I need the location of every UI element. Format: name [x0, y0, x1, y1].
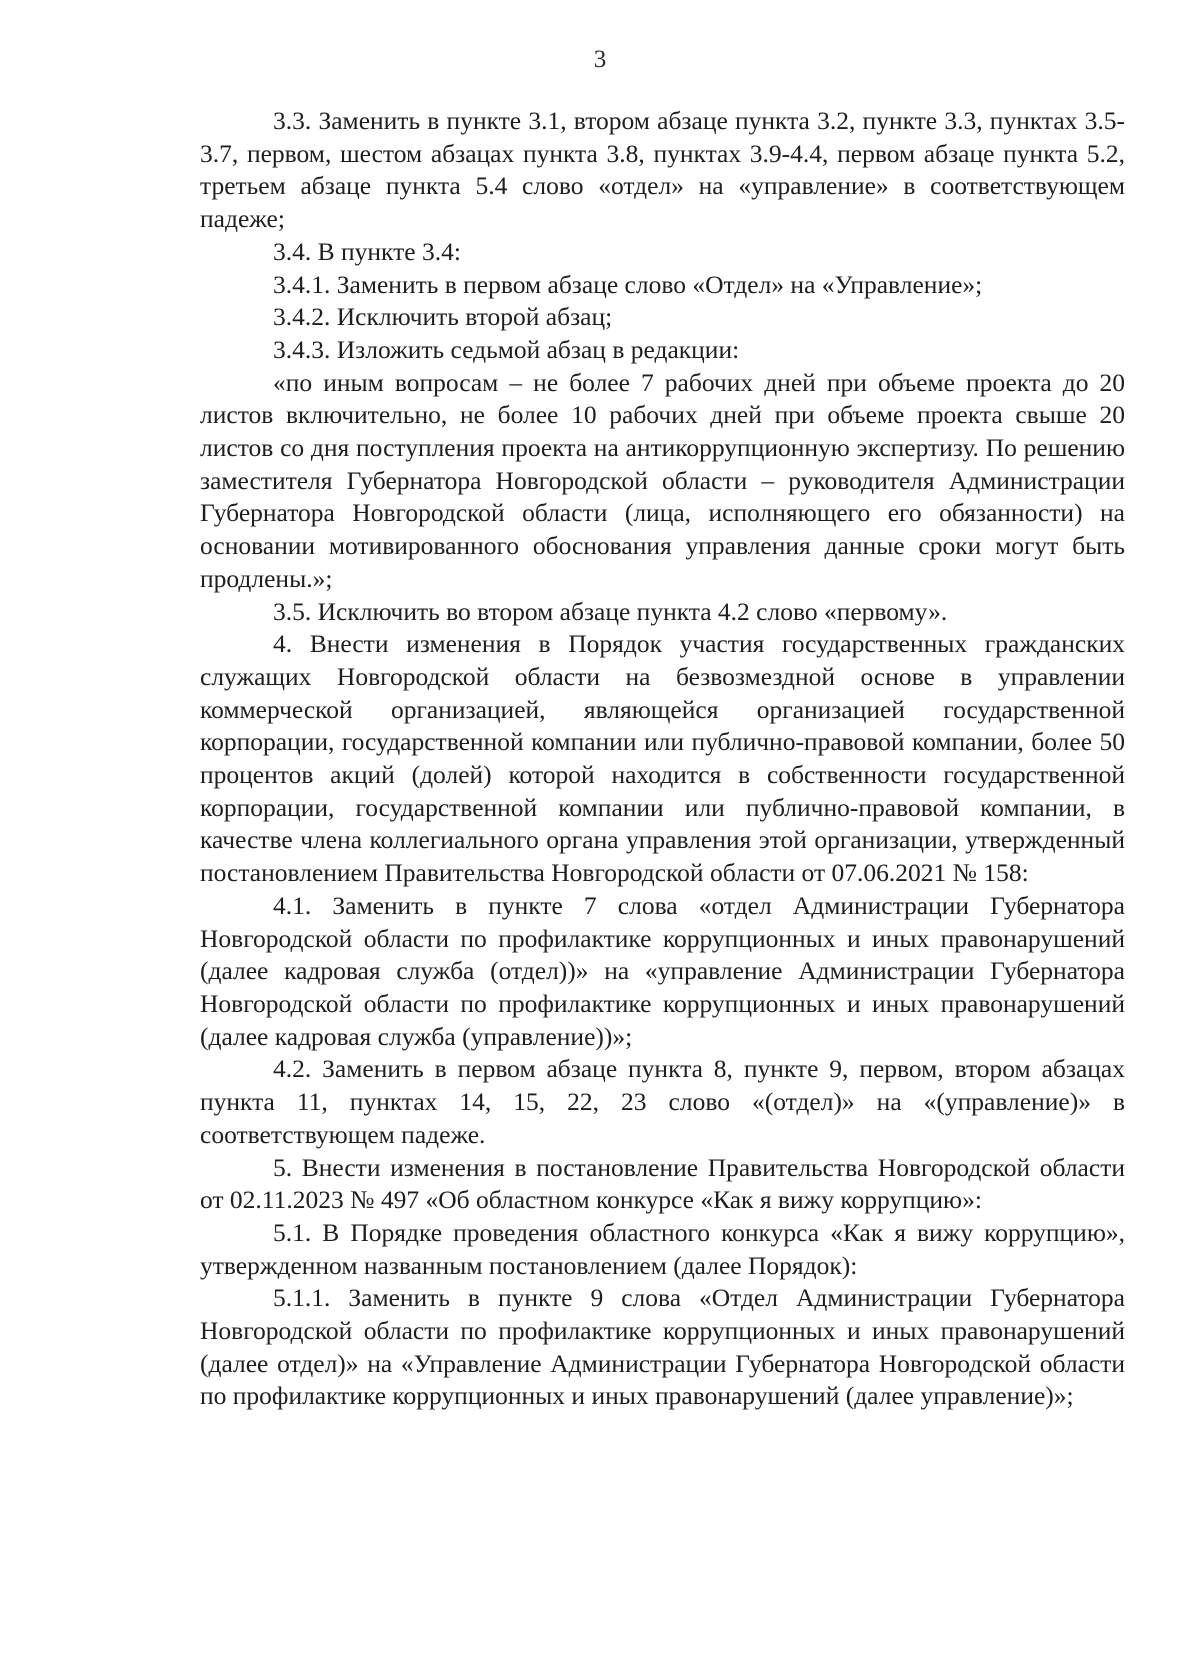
paragraph-3-4-3: 3.4.3. Изложить седьмой абзац в редакции: [273, 334, 740, 364]
paragraph-4-2: 4.2. Заменить в первом абзаце пункта 8, пункте 9, первом, втором абзацах пункта 11, пунктах 14, 15, 22, 23 слово «(отдел)» на «(управление)» в соответствующем падеже. [200, 1054, 1125, 1149]
paragraph-4: 4. Внести изменения в Порядок участия государственных гражданских служащих Новгородской области на безвозмездной основе в управлении коммерческой организацией, являющейся организацией государственной корпорации, государственной компании или публично-правовой компании, более 50 процентов акций (долей) которой находится в собственности государственной корпорации, государственной компании или публично-правовой компании, в качестве члена коллегиального органа управления этой организации, утвержденный постановлением Правительства Новгородской области от 07.06.2021 № 158: [200, 629, 1125, 888]
document-body [200, 105, 1125, 1413]
paragraph-3-3: 3.3. Заменить в пункте 3.1, втором абзаце пункта 3.2, пункте 3.3, пунктах 3.5-3.7, первом, шестом абзацах пункта 3.8, пунктах 3.9-4.4, первом абзаце пункта 5.2, третьем абзаце пункта 5.4 слово «отдел» на «управление» в соответствующем падеже; [200, 106, 1125, 234]
paragraph-4-1: 4.1. Заменить в пункте 7 слова «отдел Администрации Губернатора Новгородской области по профилактике коррупционных и иных правонарушений (далее кадровая служба (отдел))» на «управление Администрации Губернатора Новгородской области по профилактике коррупционных и иных правонарушений (далее кадровая служба (управление))»; [200, 890, 1125, 1051]
paragraph-3-4-2: 3.4.2. Исключить второй абзац; [273, 302, 613, 332]
paragraph-5-1-1: 5.1.1. Заменить в пункте 9 слова «Отдел Администрации Губернатора Новгородской области по профилактике коррупционных и иных правонарушений (далее отдел)» на «Управление Администрации Губернатора Новгородской области по профилактике коррупционных и иных правонарушений (далее управление)»; [200, 1283, 1125, 1411]
paragraph-3-4-1: 3.4.1. Заменить в первом абзаце слово «Отдел» на «Управление»; [273, 269, 983, 299]
paragraph-3-5: 3.5. Исключить во втором абзаце пункта 4.2 слово «первому». [273, 596, 948, 626]
paragraph-5-1: 5.1. В Порядке проведения областного конкурса «Как я вижу коррупцию», утвержденном названным постановлением (далее Порядок): [200, 1217, 1125, 1280]
page-number: 3 [593, 46, 607, 73]
paragraph-quote: «по иным вопросам – не более 7 рабочих дней при объеме проекта до 20 листов включительно, не более 10 рабочих дней при объеме проекта свыше 20 листов со дня поступления проекта на антикоррупционную экспертизу. По решению заместителя Губернатора Новгородской области – руководителя Администрации Губернатора Новгородской области (лица, исполняющего его обязанности) на основании мотивированного обоснования управления данные сроки могут быть продлены.»; [200, 367, 1125, 593]
paragraph-3-4: 3.4. В пункте 3.4: [273, 236, 461, 266]
paragraph-5: 5. Внести изменения в постановление Правительства Новгородской области от 02.11.2023 № 497 «Об областном конкурсе «Как я вижу коррупцию»: [200, 1152, 1125, 1215]
